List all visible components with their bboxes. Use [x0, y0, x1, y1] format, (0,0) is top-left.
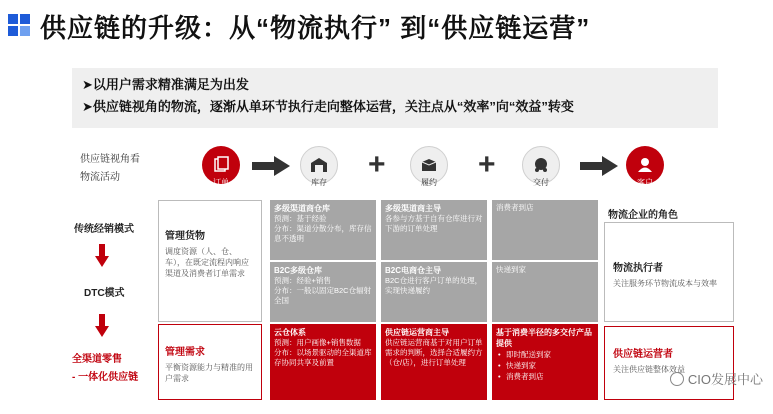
manage-goods-box	[158, 200, 262, 322]
grid-cell-warehouse-omni	[270, 324, 376, 400]
slide-title: 供应链的升级：从“物流执行” 到“供应链运营”	[40, 13, 591, 43]
role-operator-text: 关注供应链整体效益	[613, 365, 685, 374]
cell-text: 分布：以场景驱动的全渠道库存协同共享及前置	[274, 348, 372, 367]
grid-cell-warehouse-dtc	[270, 262, 376, 322]
wechat-icon	[670, 372, 684, 386]
watermark-text: CIO发展中心	[687, 372, 763, 387]
role-executor-text: 关注服务环节物流成本与效率	[613, 279, 717, 288]
label-view-2: 物流活动	[80, 172, 120, 183]
manage-demand-title: 管理需求	[165, 347, 205, 358]
key-point-2: ➤供应链视角的物流，逐渐从单环节执行走向整体运营，关注点从“效率”向“效益”转变	[82, 99, 574, 114]
cell-title: 基于消费半径的多交付产品提供	[496, 328, 592, 348]
cell-bullet: • 消费者到店	[496, 371, 594, 382]
cell-title: 供应链运营商主导	[385, 328, 449, 337]
label-traditional: 传统经销模式	[74, 224, 134, 235]
right-arrow-icon	[580, 156, 618, 176]
grid-cell-fulfill-omni	[381, 324, 487, 400]
grid-cell-deliver-omni	[492, 324, 598, 400]
label-view: 供应链视角看	[80, 154, 140, 165]
cell-text: 预测：经验+销售	[274, 276, 331, 285]
deliver-label: 交付	[533, 178, 549, 187]
label-omni-2: - 一体化供应链	[72, 372, 139, 383]
manage-demand-box	[158, 324, 262, 400]
cell-text: 消费者到店	[496, 203, 534, 212]
down-arrow-icon	[95, 244, 109, 268]
cell-text: 预测：基于经验	[274, 214, 327, 223]
cell-text: 预测：用户画像+销售数据	[274, 338, 361, 347]
manage-goods-text: 调度资源（人、仓、车），在既定流程内响应渠道及消费者订单需求	[165, 247, 249, 278]
cell-text: 各参与方基于自有仓库进行对下游的订单处理	[385, 214, 483, 233]
plus-icon: +	[368, 148, 386, 181]
cell-bullet: • 快递到家	[496, 360, 594, 371]
grid-cell-warehouse-traditional	[270, 200, 376, 260]
grid-cell-deliver-traditional	[492, 200, 598, 260]
label-omni: 全渠道零售	[72, 354, 122, 365]
grid-cell-deliver-dtc	[492, 262, 598, 322]
cell-title: B2C电商仓主导	[385, 266, 442, 275]
cell-text: 快递到家	[496, 265, 526, 274]
plus-icon: +	[478, 148, 496, 181]
order-label: 订单	[213, 178, 229, 187]
inventory-label: 库存	[311, 178, 327, 187]
cell-title: 多级渠道商仓库	[274, 204, 330, 213]
right-arrow-icon	[252, 156, 290, 176]
label-dtc: DTC模式	[84, 288, 125, 299]
grid-cell-fulfill-traditional	[381, 200, 487, 260]
down-arrow-icon	[95, 314, 109, 338]
role-operator-title: 供应链运营者	[613, 349, 673, 360]
grid-cell-fulfill-dtc	[381, 262, 487, 322]
cell-title: 云仓体系	[274, 328, 306, 337]
fulfill-label: 履约	[421, 178, 437, 187]
role-operator-box	[604, 326, 734, 400]
manage-demand-text: 平衡资源能力与精准的用户需求	[165, 363, 253, 383]
cell-title: B2C多级仓库	[274, 266, 323, 275]
key-point-1: ➤以用户需求精准满足为出发	[82, 77, 249, 92]
role-executor-box	[604, 222, 734, 322]
brand-logo	[8, 14, 30, 36]
roles-heading: 物流企业的角色	[608, 210, 678, 221]
manage-goods-title: 管理货物	[165, 231, 205, 242]
cell-bullet: • 即时配送到家	[496, 349, 594, 360]
cell-text: B2C仓进行客户订单的处理，实现快递履约	[385, 276, 483, 295]
role-executor-title: 物流执行者	[613, 263, 663, 274]
watermark	[670, 369, 763, 388]
cell-text: 分布：一般以固定B2C仓辐射全国	[274, 286, 372, 305]
customer-label: 客户	[637, 178, 653, 187]
cell-text: 供应链运营商基于对用户订单需求的判断，选择合适履约方（仓/店），进行订单处理	[385, 338, 483, 367]
key-points-box	[72, 68, 718, 128]
cell-title: 多级渠道商主导	[385, 204, 441, 213]
cell-text: 分布：渠道分散分布，库存信息不透明	[274, 224, 372, 243]
